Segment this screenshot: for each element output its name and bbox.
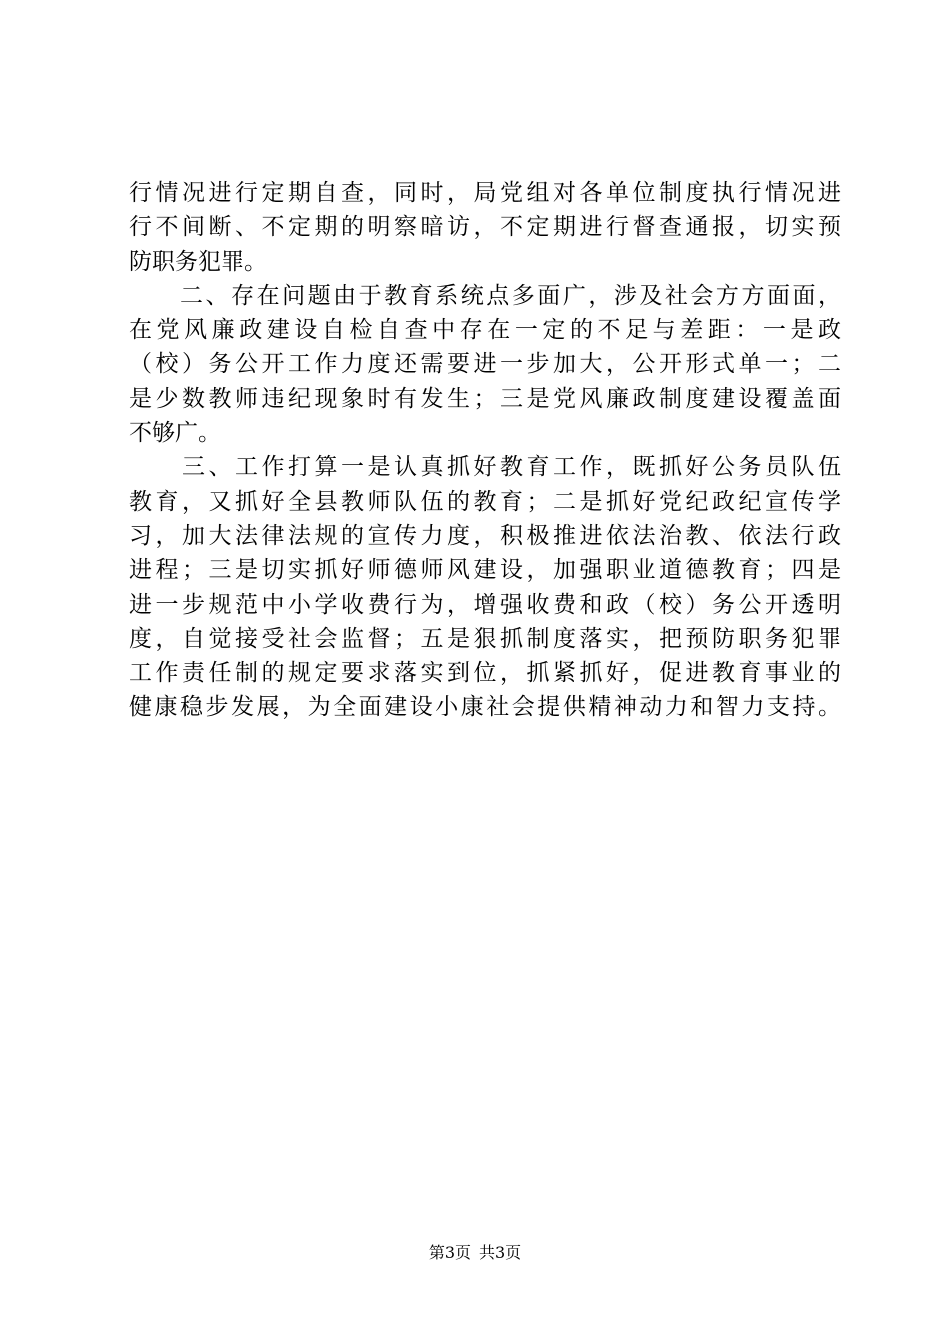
paragraph-1 — [129, 176, 841, 279]
text-line: 行情况进行定期自查，同时，局党组对各单位制度执行情况进 — [129, 180, 841, 206]
text-line: 健康稳步发展，为全面建设小康社会提供精神动力和智力支持。 — [129, 694, 841, 721]
text-line: 防职务犯罪。 — [129, 248, 267, 275]
text-line: 二、存在问题由于教育系统点多面广，涉及社会方方面面， — [129, 282, 841, 309]
text-line: 习，加大法律法规的宣传力度，积极推进依法治教、依法行政 — [129, 522, 841, 549]
document-body — [129, 176, 841, 725]
text-line: 是少数教师违纪现象时有发生；三是党风廉政制度建设覆盖面 — [129, 385, 841, 412]
text-line: 进一步规范中小学收费行为，增强收费和政（校）务公开透明 — [129, 591, 841, 618]
page-number: 第3页 — [428, 1243, 471, 1262]
text-line: 在党风廉政建设自检自查中存在一定的不足与差距：一是政 — [129, 317, 841, 344]
text-line: 度，自觉接受社会监督；五是狠抓制度落实，把预防职务犯罪 — [129, 625, 841, 652]
text-line: 工作责任制的规定要求落实到位，抓紧抓好，促进教育事业的 — [129, 660, 841, 687]
page-footer — [0, 1243, 950, 1263]
paragraph-3 — [129, 450, 841, 724]
paragraph-2 — [129, 279, 841, 450]
page-total: 共3页 — [479, 1243, 522, 1262]
text-line: 教育，又抓好全县教师队伍的教育；二是抓好党纪政纪宣传学 — [129, 488, 841, 515]
text-line: 行不间断、不定期的明察暗访，不定期进行督查通报，切实预 — [129, 214, 841, 241]
text-line: 不够广。 — [129, 420, 221, 447]
text-line: 三、工作打算一是认真抓好教育工作，既抓好公务员队伍 — [129, 454, 841, 481]
text-line: 进程；三是切实抓好师德师风建设，加强职业道德教育；四是 — [129, 557, 841, 584]
text-line: （校）务公开工作力度还需要进一步加大，公开形式单一；二 — [129, 351, 841, 378]
